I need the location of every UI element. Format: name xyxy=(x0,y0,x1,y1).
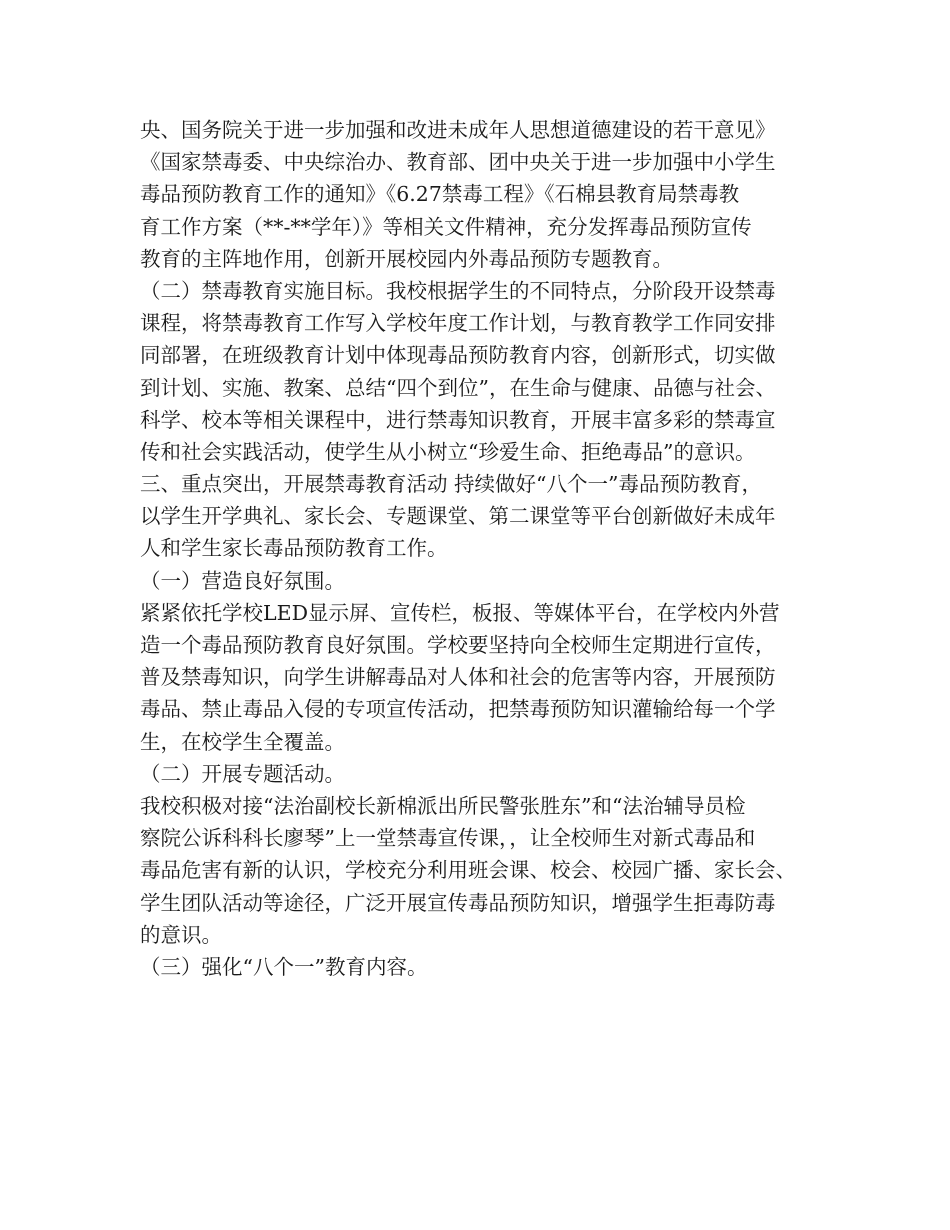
text-line: 传和社会实践活动，使学生从小树立“珍爱生命、拒绝毒品”的意识。 xyxy=(140,439,756,464)
text-line: 人和学生家长毒品预防教育工作。 xyxy=(140,536,448,561)
text-line: 毒品预防教育工作的通知》《6.27禁毒工程》《石棉县教育局禁毒教 xyxy=(140,182,740,207)
text-line: 科学、校本等相关课程中，进行禁毒知识教育，开展丰富多彩的禁毒宣 xyxy=(140,407,776,432)
text-line: 育工作方案（**-**学年）》等相关文件精神，充分发挥毒品预防宣传 xyxy=(140,214,752,239)
text-line: 毒品、禁止毒品入侵的专项宣传活动，把禁毒预防知识灌输给每一个学 xyxy=(140,697,776,722)
text-line: 课程，将禁毒教育工作写入学校年度工作计划，与教育教学工作同安排 xyxy=(140,311,776,336)
text-line: 央、国务院关于进一步加强和改进未成年人思想道德建设的若干意见》 xyxy=(140,118,776,142)
text-line: 同部署，在班级教育计划中体现毒品预防教育内容，创新形式，切实做 xyxy=(140,343,776,368)
text-line: 学生团队活动等途径，广泛开展宣传毒品预防知识，增强学生拒毒防毒 xyxy=(140,890,776,915)
text-line: 生，在校学生全覆盖。 xyxy=(140,729,345,754)
section-heading: （二）禁毒教育实施目标。我校根据学生的不同特点，分阶段开设禁毒 xyxy=(140,278,776,303)
section-heading: 三、重点突出，开展禁毒教育活动 持续做好“八个一”毒品预防教育， xyxy=(140,472,762,497)
text-line: 到计划、实施、教案、总结“四个到位”，在生命与健康、品德与社会、 xyxy=(140,375,776,400)
subsection-heading: （一）营造良好氛围。 xyxy=(140,568,345,593)
text-line: 以学生开学典礼、家长会、专题课堂、第二课堂等平台创新做好未成年 xyxy=(140,504,776,529)
text-line: 毒品危害有新的认识，学校充分利用班会课、校会、校园广播、家长会、 xyxy=(140,858,796,883)
subsection-heading: （三）强化“八个一”教育内容。 xyxy=(140,954,428,979)
text-line: 紧紧依托学校LED显示屏、宣传栏，板报、等媒体平台，在学校内外营 xyxy=(140,600,780,625)
text-line: 普及禁毒知识，向学生讲解毒品对人体和社会的危害等内容，开展预防 xyxy=(140,665,776,690)
text-line: 察院公诉科科长廖琴”上一堂禁毒宣传课，，让全校师生对新式毒品和 xyxy=(140,826,756,851)
text-line: 《国家禁毒委、中央综治办、教育部、团中央关于进一步加强中小学生 xyxy=(140,150,776,175)
text-line: 的意识。 xyxy=(140,922,222,947)
text-line: 造一个毒品预防教育良好氛围。学校要坚持向全校师生定期进行宣传， xyxy=(140,633,776,657)
text-line: 教育的主阵地作用，创新开展校园内外毒品预防专题教育。 xyxy=(140,246,673,271)
subsection-heading: （二）开展专题活动。 xyxy=(140,761,345,786)
document-body xyxy=(140,114,840,983)
text-line: 我校积极对接“法治副校长新棉派出所民警张胜东”和“法治辅导员检 xyxy=(140,793,746,818)
